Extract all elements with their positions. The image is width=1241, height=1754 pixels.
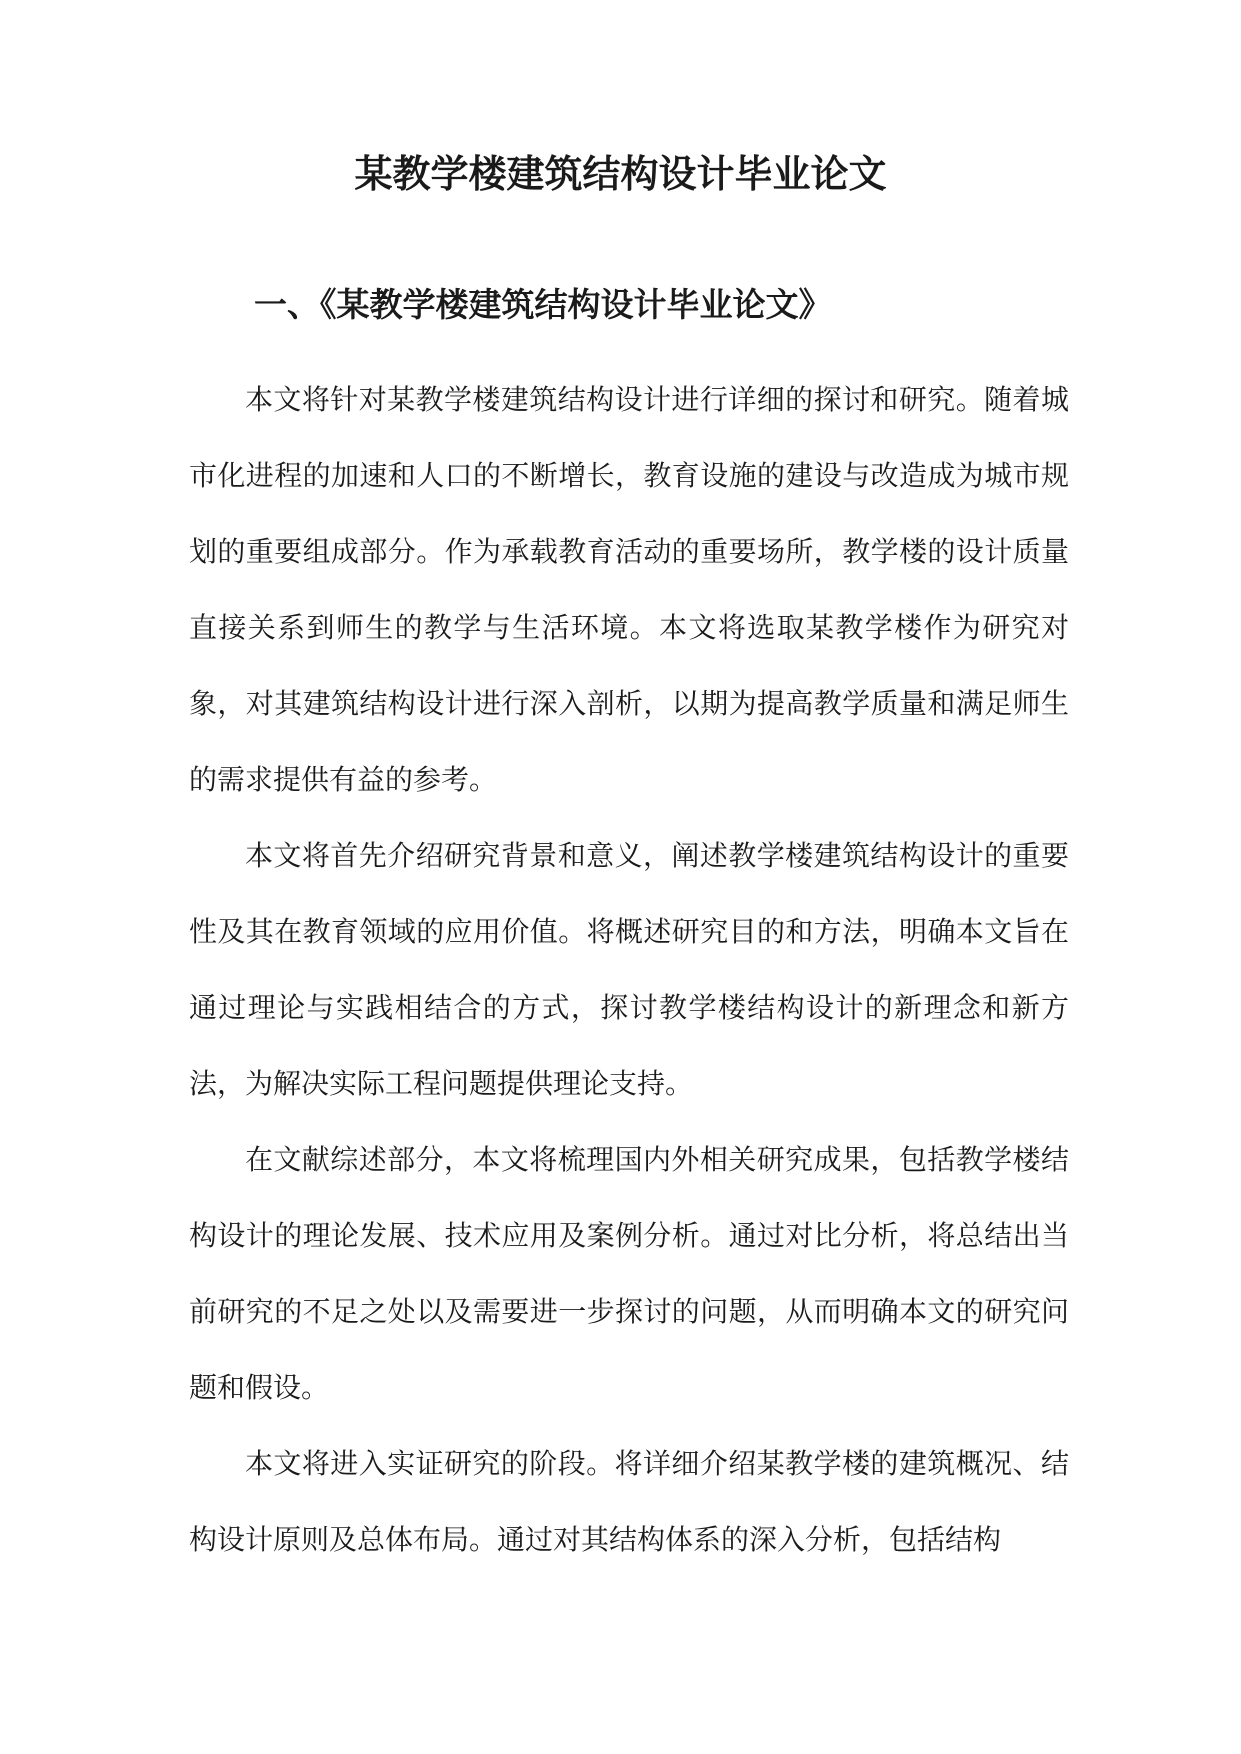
paragraph-2: 本文将首先介绍研究背景和意义，阐述教学楼建筑结构设计的重要性及其在教育领域的应用价值。将概述研究目的和方法，明确本文旨在通过理论与实践相结合的方式，探讨教学楼结构设计的新理念和新方法，为解决实际工程问题提供理论支持。 xyxy=(189,839,1069,1100)
body-text xyxy=(189,362,1069,1578)
paragraph-4: 本文将进入实证研究的阶段。将详细介绍某教学楼的建筑概况、结构设计原则及总体布局。通过对其结构体系的深入分析，包括结构 xyxy=(189,1447,1069,1556)
paragraph-3: 在文献综述部分，本文将梳理国内外相关研究成果，包括教学楼结构设计的理论发展、技术应用及案例分析。通过对比分析，将总结出当前研究的不足之处以及需要进一步探讨的问题，从而明确本文的研究问题和假设。 xyxy=(189,1143,1069,1404)
document-title: 某教学楼建筑结构设计毕业论文 xyxy=(354,151,887,196)
paragraph-1: 本文将针对某教学楼建筑结构设计进行详细的探讨和研究。随着城市化进程的加速和人口的不断增长，教育设施的建设与改造成为城市规划的重要组成部分。作为承载教育活动的重要场所，教学楼的设计质量直接关系到师生的教学与生活环境。本文将选取某教学楼作为研究对象，对其建筑结构设计进行深入剖析，以期为提高教学质量和满足师生的需求提供有益的参考。 xyxy=(189,383,1069,796)
section-heading: 一、《某教学楼建筑结构设计毕业论文》 xyxy=(254,285,832,324)
